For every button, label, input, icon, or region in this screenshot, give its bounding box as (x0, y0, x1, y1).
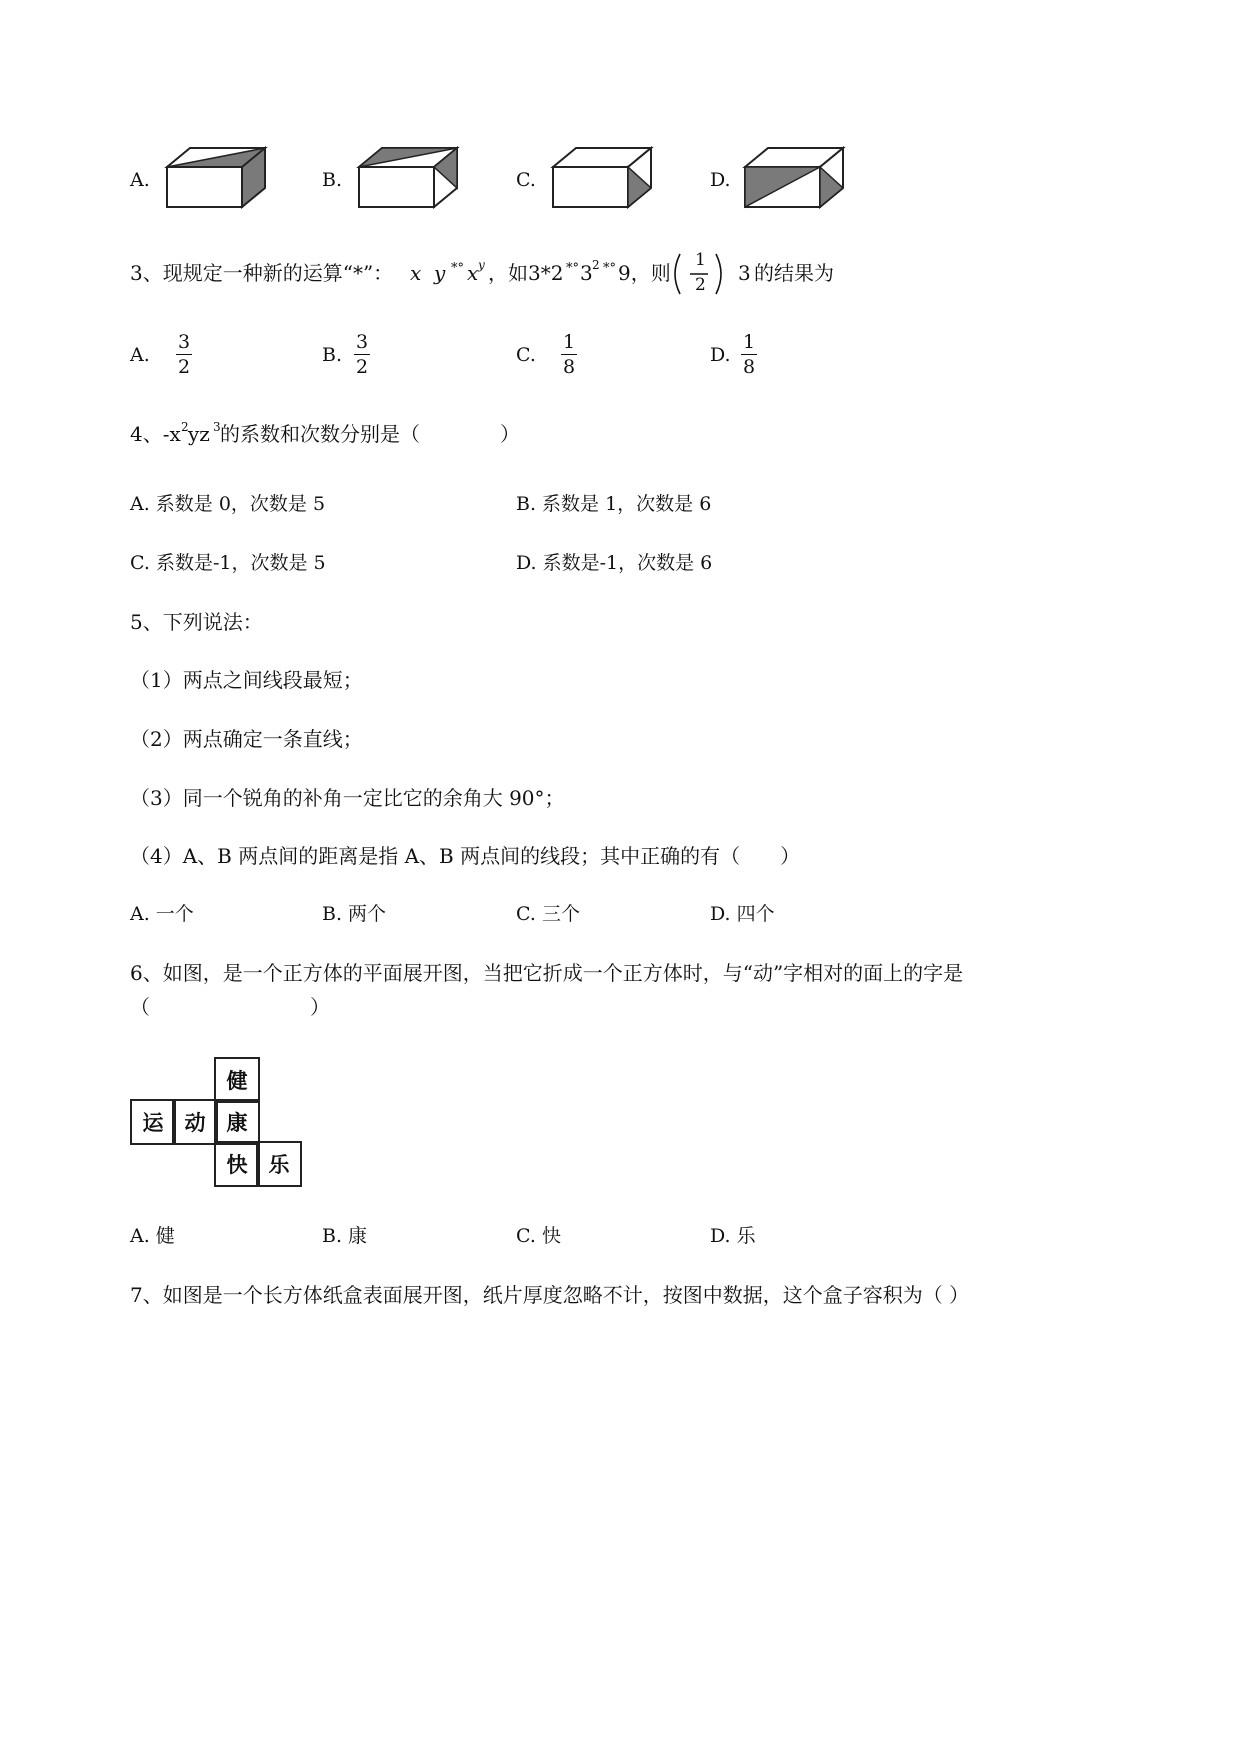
q6-option-b: B. 康 (322, 1225, 368, 1247)
q3-option-c-letter: C. (516, 344, 536, 366)
q4-sup-b: 3 (213, 420, 221, 434)
q3-option-c-den: 8 (562, 356, 576, 378)
q6-option-c: C. 快 (516, 1225, 561, 1247)
q3-mid: ，如3*2 (488, 261, 564, 285)
q5-item-4: （4）A、B 两点间的距离是指 A、B 两点间的线段；其中正确的有（ ） (130, 844, 801, 868)
q3-option-a-num: 3 (177, 331, 191, 353)
q2-option-b-letter: B. (322, 169, 343, 191)
q5-item-3: （3）同一个锐角的补角一定比它的余角大 90°； (130, 786, 565, 810)
q4-option-c: C. 系数是-1，次数是 5 (130, 552, 326, 574)
q4-stem-b: yz (188, 422, 210, 446)
q2-option-d-letter: D. (710, 169, 731, 191)
q6-stem-paren: （ ） (130, 995, 330, 1019)
q7-stem: 7、如图是一个长方体纸盒表面展开图，纸片厚度忽略不计，按图中数据，这个盒子容积为（ ） (130, 1283, 970, 1307)
q3-option-a-fraction (176, 332, 192, 377)
q3-tail-3: 3 (738, 261, 751, 285)
q3-option-d-num: 1 (742, 331, 756, 353)
q3-three: 3 (580, 261, 593, 285)
q3-option-b-num: 3 (355, 331, 369, 353)
q4-sup-a: 2 (181, 420, 189, 434)
q3-option-a-letter: A. (130, 344, 150, 366)
q3-option-d-den: 8 (742, 356, 756, 378)
q3-option-d-letter: D. (710, 344, 731, 366)
q3-sup-2: 2 (592, 258, 600, 272)
q3-nine: 9，则 (618, 261, 671, 285)
q3-var-y: y (434, 261, 446, 285)
q3-option-c-num: 1 (562, 331, 576, 353)
q4-stem-c: 的系数和次数分别是（ ） (220, 422, 520, 446)
net-cell-jian: 健 (214, 1057, 260, 1103)
net-cell-kuai: 快 (214, 1141, 260, 1187)
q3-option-c-fraction (561, 332, 577, 377)
q6-stem: 6、如图，是一个正方体的平面展开图，当把它折成一个正方体时，与“动”字相对的面上的字是 (130, 961, 964, 985)
q5-stem: 5、下列说法： (130, 610, 263, 634)
cube-net-figure (130, 1055, 300, 1183)
q5-option-a: A. 一个 (130, 903, 194, 925)
q4-option-b: B. 系数是 1，次数是 6 (516, 493, 712, 515)
q3-sup-y: y (478, 258, 485, 272)
q3-op2: *° (566, 261, 579, 276)
q3-option-b-den: 2 (355, 356, 369, 378)
q5-option-d: D. 四个 (710, 903, 775, 925)
net-cell-dong: 动 (172, 1099, 218, 1145)
q3-frac-den: 2 (695, 275, 706, 295)
q2-option-c-figure (546, 145, 656, 213)
q5-option-b: B. 两个 (322, 903, 387, 925)
net-cell-yun: 运 (130, 1099, 176, 1145)
q3-suffix: 的结果为 (754, 261, 834, 285)
q4-stem-a: 4、-x (130, 422, 181, 446)
q2-option-d-figure (738, 145, 848, 213)
q3-option-b-letter: B. (322, 344, 343, 366)
q6-option-d: D. 乐 (710, 1225, 756, 1247)
q3-frac-num: 1 (695, 250, 706, 270)
q3-var-x2: x (467, 261, 479, 285)
q4-option-a: A. 系数是 0，次数是 5 (130, 493, 326, 515)
q3-var-x: x (410, 261, 422, 285)
q6-option-a: A. 健 (130, 1225, 175, 1247)
q5-option-c: C. 三个 (516, 903, 580, 925)
q5-item-2: （2）两点确定一条直线； (130, 727, 363, 751)
q3-option-b-fraction (354, 332, 370, 377)
net-cell-le: 乐 (256, 1141, 302, 1187)
net-cell-kang: 康 (214, 1099, 260, 1145)
q3-option-a-den: 2 (177, 356, 191, 378)
q3-op1: *° (451, 261, 464, 276)
q3-prefix: 3、现规定一种新的运算“*”： (130, 261, 394, 285)
q2-option-a-letter: A. (130, 169, 150, 191)
q3-op3: *° (603, 261, 616, 276)
q2-option-a-figure (160, 145, 270, 213)
q4-option-d: D. 系数是-1，次数是 6 (516, 552, 713, 574)
q2-option-b-figure (352, 145, 462, 213)
q3-option-d-fraction (741, 332, 757, 377)
q2-option-c-letter: C. (516, 169, 536, 191)
q5-item-1: （1）两点之间线段最短； (130, 668, 363, 692)
